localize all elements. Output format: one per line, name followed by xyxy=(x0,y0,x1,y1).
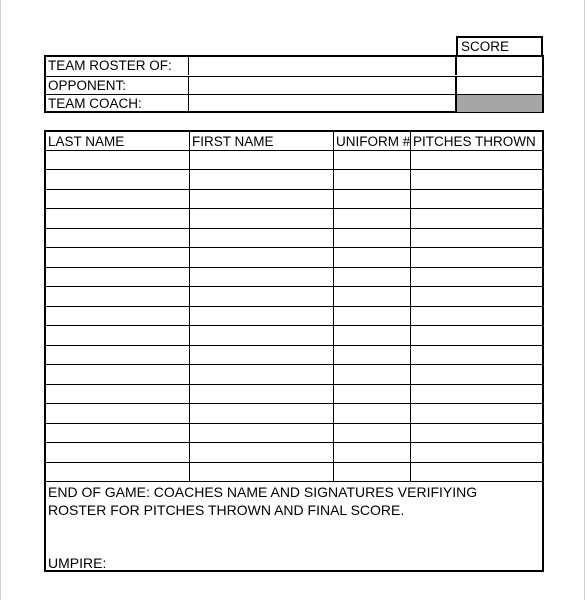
table-row-line xyxy=(46,189,542,190)
column-header-uniform: UNIFORM # xyxy=(336,134,411,149)
team-coach-field[interactable] xyxy=(189,95,457,112)
page-edge-left xyxy=(0,0,1,600)
opponent-field[interactable] xyxy=(189,77,457,94)
column-header-first-name: FIRST NAME xyxy=(192,134,274,149)
table-row-line xyxy=(46,169,542,170)
table-row-line xyxy=(46,208,542,209)
opponent-label: OPPONENT: xyxy=(46,77,189,94)
team-score-field[interactable] xyxy=(457,57,542,75)
table-row-line xyxy=(46,306,542,307)
table-row-line xyxy=(46,462,542,463)
table-row-line xyxy=(46,228,542,229)
table-row-line xyxy=(46,403,542,404)
table-row-line xyxy=(46,345,542,346)
table-row-line xyxy=(46,442,542,443)
team-coach-label: TEAM COACH: xyxy=(46,95,189,112)
roster-grid xyxy=(46,132,542,482)
team-roster-field[interactable] xyxy=(189,57,457,75)
roster-bottom-line xyxy=(46,481,542,482)
roster-table xyxy=(44,130,544,572)
table-row-line xyxy=(46,423,542,424)
table-row-line xyxy=(46,247,542,248)
column-divider xyxy=(333,132,334,482)
table-row-line xyxy=(46,286,542,287)
team-coach-row xyxy=(46,94,542,112)
end-of-game-note: END OF GAME: COACHES NAME AND SIGNATURES VERIFIYING ROSTER FOR PITCHES THROWN AND FINAL SCORE. xyxy=(48,484,478,518)
game-info-table xyxy=(44,55,544,113)
opponent-row xyxy=(46,76,542,94)
column-header-pitches-thrown: PITCHES THROWN xyxy=(413,134,536,149)
team-roster-row xyxy=(46,57,542,75)
column-divider xyxy=(189,132,190,482)
table-row-line xyxy=(46,150,542,151)
table-row-line xyxy=(46,384,542,385)
column-divider xyxy=(410,132,411,482)
shaded-score-cell xyxy=(457,95,542,112)
table-row-line xyxy=(46,325,542,326)
table-row-line xyxy=(46,364,542,365)
opponent-score-field[interactable] xyxy=(457,77,542,94)
team-roster-label: TEAM ROSTER OF: xyxy=(46,57,189,75)
score-header: SCORE xyxy=(456,36,543,56)
column-header-last-name: LAST NAME xyxy=(48,134,125,149)
table-row-line xyxy=(46,267,542,268)
umpire-label: UMPIRE: xyxy=(48,555,107,571)
